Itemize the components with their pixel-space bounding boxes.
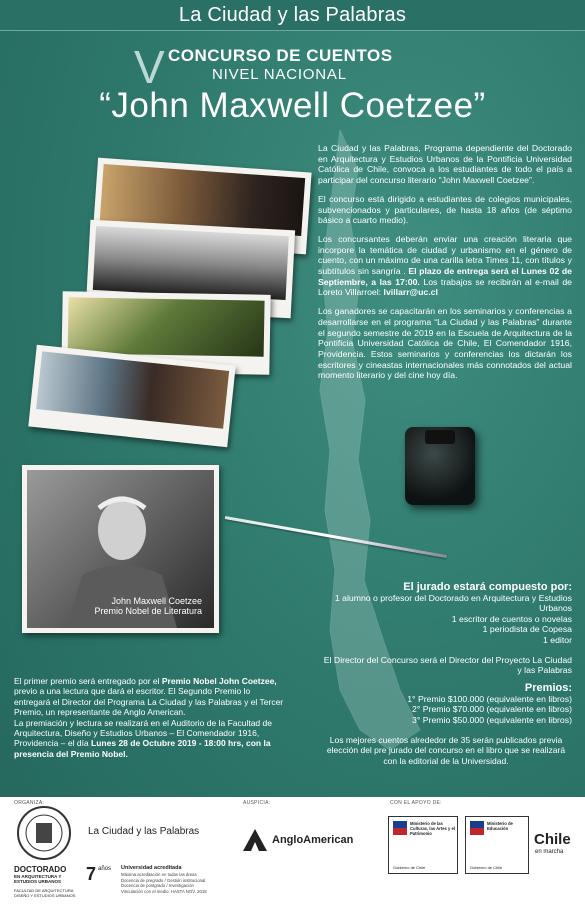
ministerio-educacion-logo: Ministerio de Educación Gobierno de Chile bbox=[465, 816, 529, 874]
accreditation-lines: Máxima acreditación en todas las áreas Docencia de pregrado / Gestión institucional Docencia de postgrado / Investigación Vinculación con el medio. HASTA NOV. 2018 bbox=[121, 872, 207, 894]
main-body-text bbox=[318, 143, 572, 389]
jury-item: 1 editor bbox=[543, 634, 572, 645]
jury-item: 1 periodista de Copesa bbox=[482, 624, 572, 635]
ceremony-date: Lunes 28 de Octubre 2019 - 18:00 hrs, con la presencia del Premio Nobel. bbox=[14, 738, 271, 759]
auspicia-label: AUSPICIA: bbox=[243, 800, 271, 806]
portrait-role: Premio Nobel de Literatura bbox=[94, 606, 202, 616]
ministerio-culturas-logo: Ministerio de las Culturas, las Artes y el Patrimonio Gobierno de Chile bbox=[388, 816, 458, 874]
body-paragraph-4: Los ganadores se capacitarán en los seminarios y conferencias a desarrollarse en el programa “La Ciudad y las Palabras” durante el segundo semestre de 2019 en la Escuela de Arquitectura de la Pontificia Universidad Católica de Chile, El Comendador 1916, Providencia. Estos seminarios y conferencias los dictarán los escritores y cineastas internacionales más connotados del actual momento literario y del cine hoy día. bbox=[318, 306, 572, 381]
portrait-name: John Maxwell Coetzee bbox=[111, 596, 202, 606]
prize-item: 2° Premio $70.000 (equivalente en libros) bbox=[412, 704, 572, 715]
accreditation-years: 7 bbox=[86, 864, 97, 884]
body-paragraph-3: Los concursantes deberán enviar una creación literaria que incorpore la temática de ciudad y urbanismo en el género de cuento, con un máximo de una carilla letra Times 11, con títulos y subtítulos sin sangría . El plazo de entrega será el Lunes 02 de Septiembre, a las 17:00. Los trabajos se recibirán al e-mail de Loreto Villarroel: lvillarr@uc.cl bbox=[318, 233, 572, 298]
jury-director: El Director del Concurso será el Director del Proyecto La Ciudad y las Palabras bbox=[323, 654, 572, 676]
contest-level: NIVEL NACIONAL bbox=[212, 66, 347, 83]
publication-note: Los mejores cuentos alrededor de 35 serán publicados previa elección del pre jurado del concurso en el libro que se realizará con la editorial de la Universidad. bbox=[326, 735, 566, 766]
portrait-caption bbox=[94, 596, 202, 616]
jury-item: 1 escritor de cuentos o novelas bbox=[451, 613, 572, 624]
angloamerican-mark-icon bbox=[241, 827, 269, 853]
jury-item: 1 alumno o profesor del Doctorado en Arquitectura y Estudios Urbanos bbox=[334, 592, 572, 614]
apoyo-label: CON EL APOYO DE: bbox=[390, 800, 442, 806]
program-logo-text: La Ciudad y las Palabras bbox=[88, 826, 200, 837]
angloamerican-logo: AngloAmerican bbox=[272, 834, 354, 846]
jury-heading: El jurado estará compuesto por: bbox=[403, 581, 572, 593]
chile-en-marcha-logo: Chile bbox=[534, 831, 571, 848]
coat-of-arms-icon bbox=[470, 821, 484, 835]
organiza-label: ORGANIZA: bbox=[14, 800, 45, 806]
deadline-text: El plazo de entrega será el Lunes 02 de Septiembre, a las 17:00. bbox=[318, 266, 572, 287]
prize-item: 3° Premio $50.000 (equivalente en libros) bbox=[412, 714, 572, 725]
prizes-section bbox=[320, 683, 572, 725]
coetzee-portrait bbox=[22, 465, 219, 633]
contest-title: “John Maxwell Coetzee” bbox=[99, 86, 486, 125]
ink-bottle-cap bbox=[425, 430, 455, 444]
contact-email: lvillarr@uc.cl bbox=[383, 287, 438, 298]
nobel-mention: Premio Nobel John Coetzee, bbox=[161, 676, 277, 686]
accreditation-title: Universidad acreditada bbox=[121, 865, 182, 871]
banner-title: La Ciudad y las Palabras bbox=[178, 3, 407, 26]
roman-numeral: V bbox=[134, 41, 165, 93]
prize-item: 1° Premio $100.000 (equivalente en libros) bbox=[407, 693, 572, 704]
contest-heading: CONCURSO DE CUENTOS bbox=[168, 46, 393, 65]
coat-of-arms-icon bbox=[393, 821, 407, 835]
jury-section bbox=[320, 582, 572, 676]
sponsor-footer bbox=[0, 797, 585, 906]
chile-en-marcha-sub: en marcha bbox=[535, 849, 564, 855]
doctorado-logo: DOCTORADO bbox=[14, 865, 67, 874]
uc-seal-logo bbox=[16, 805, 72, 861]
prizes-heading: Premios: bbox=[524, 682, 572, 694]
body-paragraph-1: La Ciudad y las Palabras, Programa dependiente del Doctorado en Arquitectura y Estudios Urbanos de la Pontificia Universidad Católica de Chile, convoca a los estudiantes de todo el país a participar del concurso literario “John Maxwell Coetzee”. bbox=[318, 143, 572, 186]
facultad-text: FACULTAD DE ARQUITECTURA DISEÑO Y ESTUDIOS URBANOS bbox=[14, 888, 76, 898]
doctorado-sub: EN ARQUITECTURA Y ESTUDIOS URBANOS bbox=[14, 874, 62, 884]
award-info: El primer premio será entregado por el Premio Nobel John Coetzee, previo a una lectura que dará el escritor. El Segundo Premio lo entregará el Director del Programa La Ciudad y las Palabras y el Tercer Premio, un representante de Anglo American. La premiación y lectura se realizará en el Auditorio de la Facultad de Arquitectura, Diseño y Estudios Urbanos – El Comendador 1916, Providencia – el día Lunes 28 de Octubre 2019 - 18:00 hrs, con la presencia del Premio Nobel. bbox=[14, 676, 284, 759]
body-paragraph-2: El concurso está dirigido a estudiantes de colegios municipales, subvencionados y particulares, de hasta 18 años (de séptimo básico a cuarto medio). bbox=[318, 193, 572, 226]
top-banner bbox=[0, 0, 585, 31]
accreditation-years-label: años bbox=[98, 866, 112, 872]
